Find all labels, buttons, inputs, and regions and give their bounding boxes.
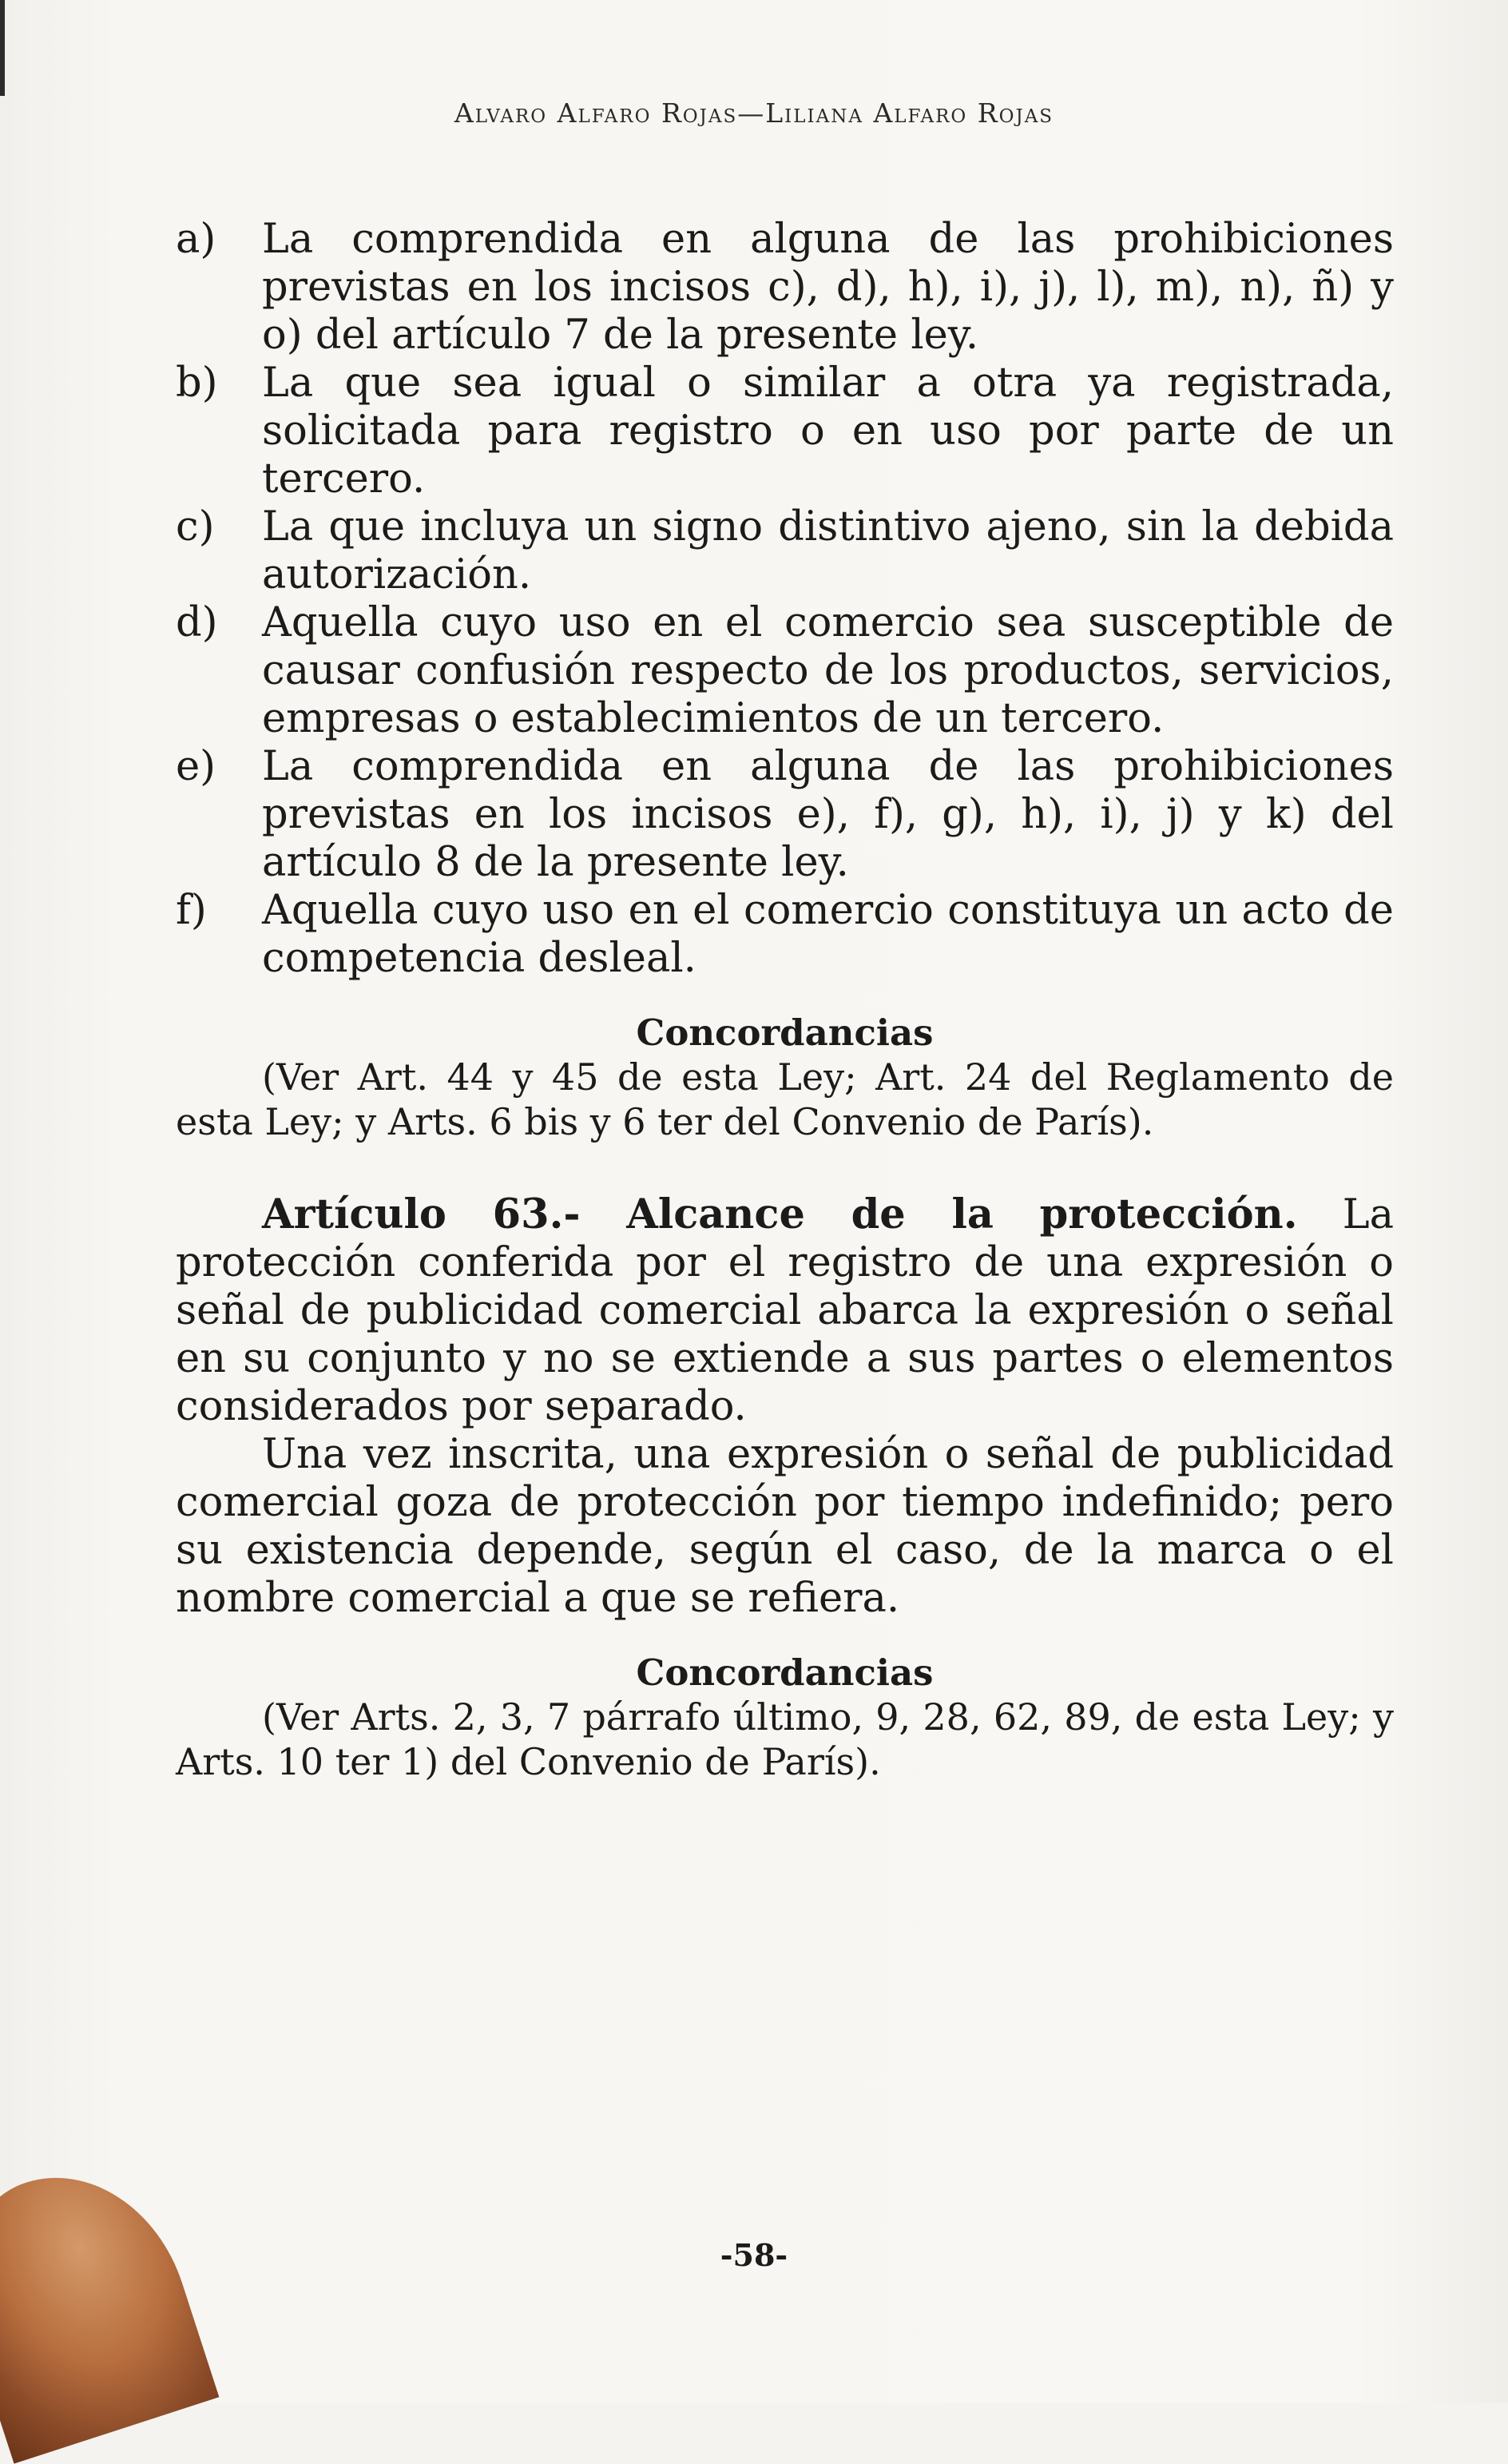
list-item [176, 599, 1394, 743]
list-item [176, 887, 1394, 983]
list-item-letter: a) [176, 216, 216, 263]
page-edge-shadow [0, 0, 5, 96]
list-item-text: Aquella cuyo uso en el comercio constituya un acto de competencia desleal. [262, 887, 1394, 982]
article-63-paragraph [176, 1190, 1394, 1431]
list-item-letter: e) [176, 743, 216, 790]
list-item [176, 743, 1394, 887]
list-item-text: Aquella cuyo uso en el comercio sea susceptible de causar confusión respecto de los productos, servicios, empresas o establecimientos de un tercero. [262, 599, 1394, 742]
list-item [176, 216, 1394, 360]
article-heading: Artículo 63.- Alcance de la protección. [262, 1190, 1298, 1238]
article-paragraph: Una vez inscrita, una expresión o señal de publicidad comercial goza de protección por tiempo indefinido; pero su existencia depende, según el caso, de la marca o el nombre comercial a que se refiera. [176, 1431, 1394, 1622]
concordancias-text: (Ver Art. 44 y 45 de esta Ley; Art. 24 del Reglamento de esta Ley; y Arts. 6 bis y 6 ter del Convenio de París). [176, 1055, 1394, 1143]
article-body: La protección conferida por el registro de una expresión o señal de publicidad comercial abarca la expresión o señal en su conjunto y no se extiende a sus partes o elementos considerados por separado. [176, 1191, 1394, 1430]
list-item [176, 360, 1394, 503]
concordancias-heading: Concordancias [636, 1651, 934, 1694]
concordancias-heading: Concordancias [636, 1011, 934, 1054]
concordancias-text: (Ver Arts. 2, 3, 7 párrafo último, 9, 28, 62, 89, de esta Ley; y Arts. 10 ter 1) del Convenio de París). [176, 1695, 1394, 1783]
list-item-letter: f) [176, 887, 207, 934]
thumb-photo [0, 2146, 219, 2463]
running-header: Alvaro Alfaro Rojas—Liliana Alfaro Rojas [454, 97, 1054, 129]
list-item-text: La que sea igual o similar a otra ya registrada, solicitada para registro o en uso por parte de un tercero. [262, 360, 1394, 503]
page-number: -58- [720, 2237, 788, 2273]
list-item-letter: c) [176, 503, 215, 550]
list-item-text: La comprendida en alguna de las prohibiciones previstas en los incisos e), f), g), h), i), j) y k) del artículo 8 de la presente ley. [262, 743, 1394, 886]
list-item-letter: d) [176, 599, 218, 646]
page-body [176, 216, 1394, 1784]
list-item [176, 503, 1394, 599]
list-item-text: La que incluya un signo distintivo ajeno, sin la debida autorización. [262, 503, 1394, 598]
list-item-letter: b) [176, 360, 218, 407]
list-item-text: La comprendida en alguna de las prohibiciones previstas en los incisos c), d), h), i), j), l), m), n), ñ) y o) del artículo 7 de la presente ley. [262, 216, 1394, 359]
